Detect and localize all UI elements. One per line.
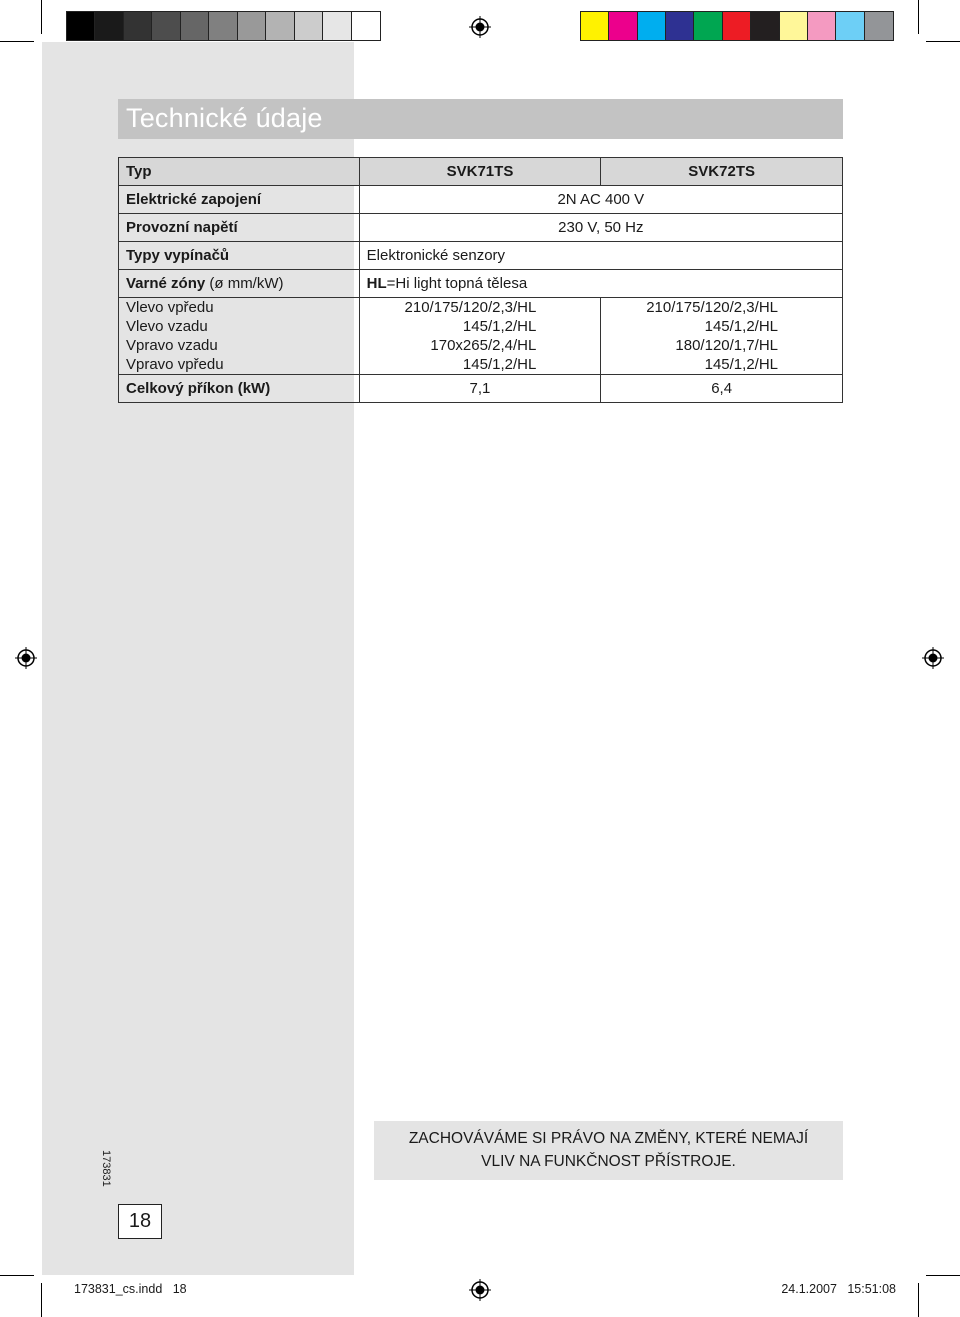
table-row <box>119 214 843 242</box>
color-swatch <box>295 12 323 40</box>
prikon-model1: 7,1 <box>359 375 601 403</box>
table-row <box>119 375 843 403</box>
page-number: 18 <box>118 1204 162 1239</box>
zone-value: 180/120/1,7/HL <box>675 337 778 354</box>
zone-value: 210/175/120/2,3/HL <box>404 299 537 316</box>
vypinace-label: Typy vypínačů <box>119 242 360 270</box>
color-swatch <box>694 12 722 40</box>
side-document-code: 173831 <box>100 1150 112 1187</box>
prikon-label: Celkový příkon (kW) <box>119 375 360 403</box>
crop-mark <box>0 41 34 42</box>
zone-value: 170x265/2,4/HL <box>430 337 537 354</box>
note-line: ZACHOVÁVÁME SI PRÁVO NA ZMĚNY, KTERÉ NEMAJÍ <box>408 1130 809 1147</box>
zone-value: 145/1,2/HL <box>704 318 778 335</box>
technical-specs-table <box>118 157 843 403</box>
crop-mark <box>41 0 42 34</box>
color-swatch <box>67 12 95 40</box>
color-swatch <box>323 12 351 40</box>
el-zapojeni-label: Elektrické zapojení <box>119 186 360 214</box>
crop-mark <box>918 1283 919 1317</box>
model2-header: SVK72TS <box>601 158 843 186</box>
vypinace-value: Elektronické senzory <box>359 242 842 270</box>
crop-mark <box>0 1275 34 1276</box>
note-line: VLIV NA FUNKČNOST PŘÍSTROJE. <box>481 1153 736 1170</box>
color-swatch <box>723 12 751 40</box>
zony-label-rest: (ø mm/kW) <box>205 275 284 292</box>
el-zapojeni-value: 2N AC 400 V <box>359 186 842 214</box>
table-header-row <box>119 158 843 186</box>
color-swatch <box>209 12 237 40</box>
color-swatch <box>780 12 808 40</box>
color-swatch <box>152 12 180 40</box>
registration-mark-icon <box>922 647 944 669</box>
footer-file-info: 173831_cs.indd 18 <box>74 1282 187 1296</box>
color-swatch <box>95 12 123 40</box>
color-swatch <box>666 12 694 40</box>
zone-name: Vpravo vpředu <box>126 356 224 373</box>
color-swatch <box>609 12 637 40</box>
zones-model2-cell <box>601 298 843 375</box>
zone-value: 210/175/120/2,3/HL <box>646 299 778 316</box>
table-row <box>119 270 843 298</box>
title-bar <box>118 99 843 139</box>
zone-name: Vlevo vzadu <box>126 318 208 335</box>
registration-mark-icon <box>469 16 491 38</box>
zone-value: 145/1,2/HL <box>462 356 537 373</box>
zony-value-rest: =Hi light topná tělesa <box>386 275 528 292</box>
process-color-bar <box>580 11 894 41</box>
zone-value: 145/1,2/HL <box>704 356 778 373</box>
zone-value: 145/1,2/HL <box>462 318 537 335</box>
color-swatch <box>181 12 209 40</box>
color-swatch <box>638 12 666 40</box>
table-row <box>119 186 843 214</box>
table-row-zones <box>119 298 843 375</box>
registration-mark-icon <box>469 1279 491 1301</box>
zones-model1-cell <box>359 298 601 375</box>
color-swatch <box>124 12 152 40</box>
color-swatch <box>266 12 294 40</box>
zony-label-bold: Varné zóny <box>126 275 206 292</box>
color-swatch <box>751 12 779 40</box>
zony-value-bold: HL <box>366 275 387 292</box>
grayscale-color-bar <box>66 11 381 41</box>
table-row <box>119 242 843 270</box>
typ-label: Typ <box>119 158 360 186</box>
crop-mark <box>41 1283 42 1317</box>
zony-value <box>359 270 842 298</box>
zone-name: Vpravo vzadu <box>126 337 218 354</box>
page-title: Technické údaje <box>126 103 323 133</box>
color-swatch <box>238 12 266 40</box>
napeti-label: Provozní napětí <box>119 214 360 242</box>
crop-mark <box>918 0 919 34</box>
crop-mark <box>926 41 960 42</box>
color-swatch <box>808 12 836 40</box>
color-swatch <box>865 12 893 40</box>
footer-timestamp: 24.1.2007 15:51:08 <box>781 1282 896 1296</box>
color-swatch <box>581 12 609 40</box>
zone-name: Vlevo vpředu <box>126 299 214 316</box>
color-swatch <box>836 12 864 40</box>
zone-names-cell <box>119 298 360 375</box>
zony-label <box>119 270 360 298</box>
crop-mark <box>926 1275 960 1276</box>
disclaimer-note <box>374 1121 843 1180</box>
napeti-value: 230 V, 50 Hz <box>359 214 842 242</box>
registration-mark-icon <box>15 647 37 669</box>
color-swatch <box>352 12 380 40</box>
model1-header: SVK71TS <box>359 158 601 186</box>
prikon-model2: 6,4 <box>601 375 843 403</box>
